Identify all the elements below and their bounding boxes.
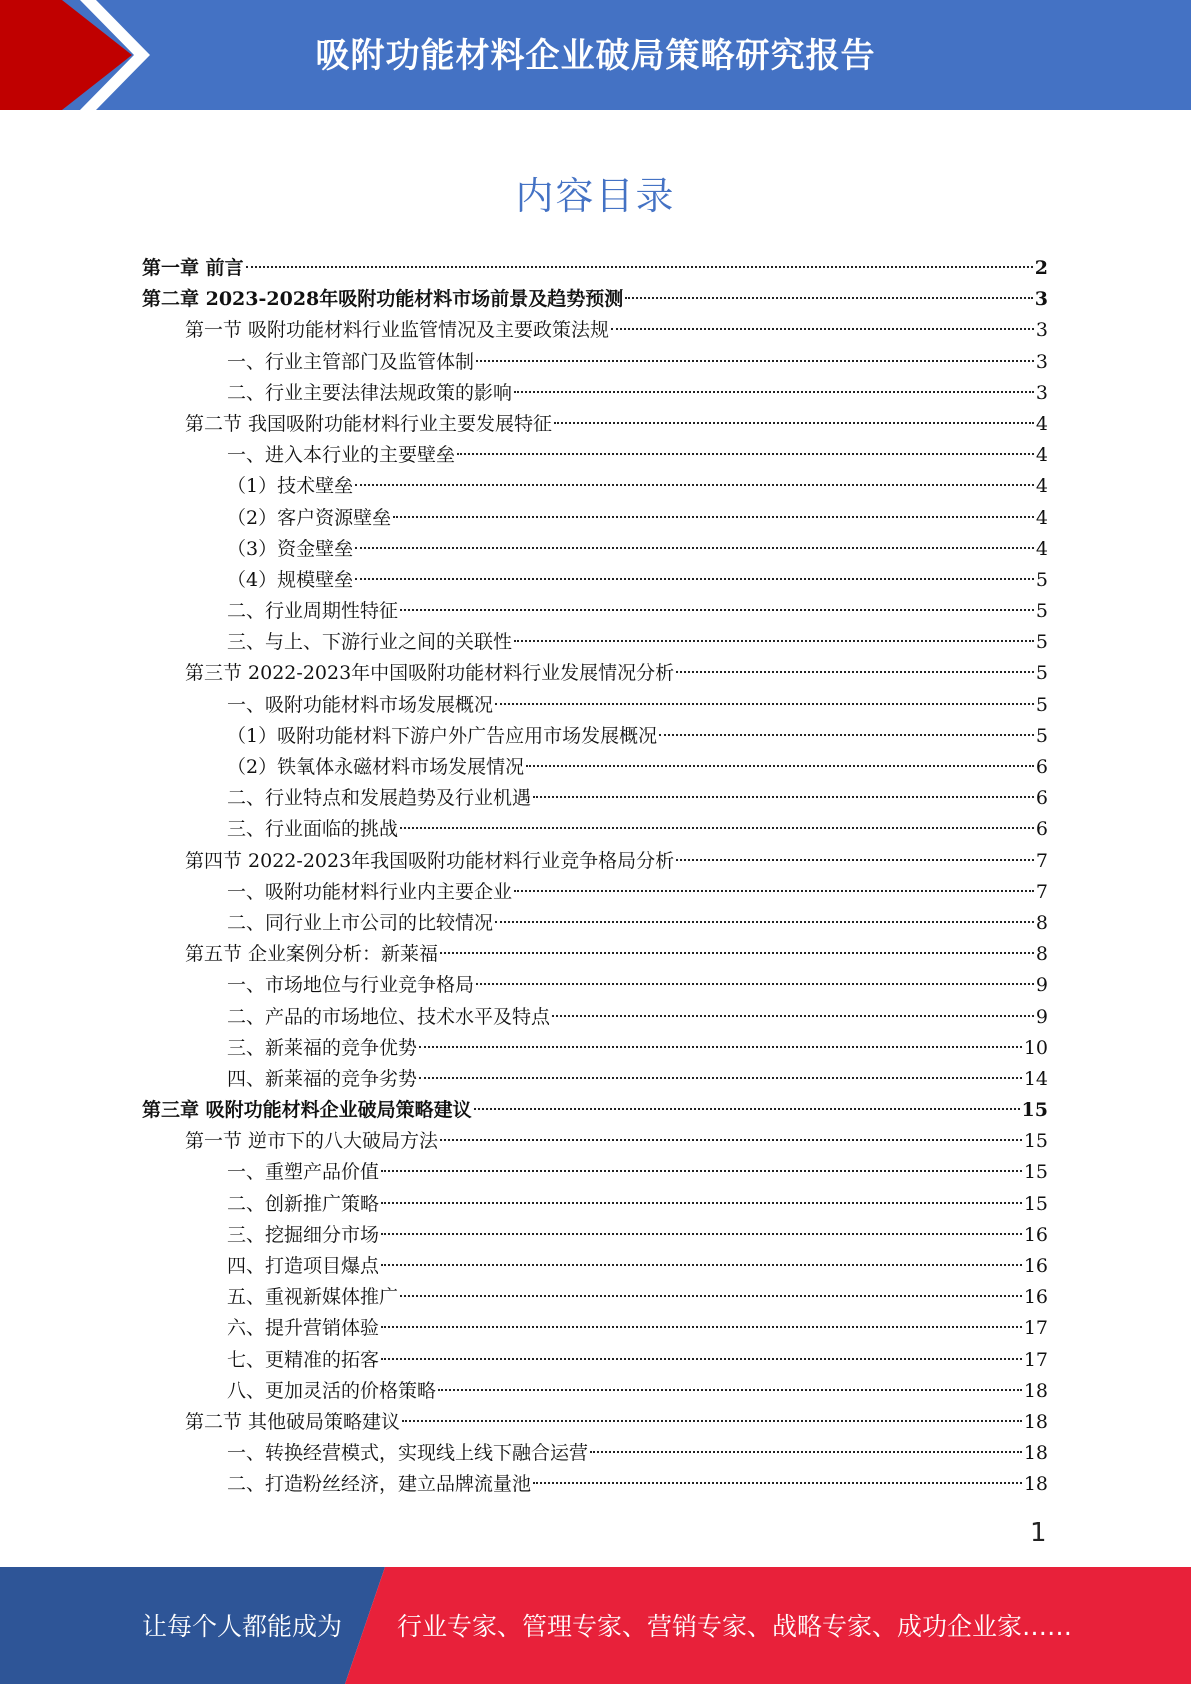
toc-dot-leader	[381, 1170, 1022, 1172]
toc-dot-leader	[554, 422, 1034, 424]
toc-entry-label: 一、市场地位与行业竞争格局	[227, 974, 475, 997]
toc-entry-page: 7	[1035, 880, 1048, 903]
toc-entry-label: 第二章 2023-2028年吸附功能材料市场前景及趋势预测	[142, 288, 624, 311]
toc-dot-leader	[400, 1295, 1022, 1297]
toc-dot-leader	[381, 1326, 1022, 1328]
toc-entry-page: 4	[1035, 475, 1048, 498]
toc-entry[interactable]	[142, 877, 1048, 908]
toc-dot-leader	[419, 1077, 1022, 1079]
toc-entry[interactable]	[142, 1220, 1048, 1251]
toc-entry-label: 第三章 吸附功能材料企业破局策略建议	[142, 1099, 472, 1122]
toc-entry-label: 一、吸附功能材料市场发展概况	[227, 693, 494, 716]
toc-entry-label: 第一节 逆市下的八大破局方法	[185, 1130, 439, 1153]
toc-entry-page: 3	[1035, 381, 1048, 404]
toc-entry-label: 二、产品的市场地位、技术水平及特点	[227, 1005, 551, 1028]
toc-entry-label: 第二节 我国吸附功能材料行业主要发展特征	[185, 412, 553, 435]
toc-entry-page: 5	[1035, 568, 1048, 591]
toc-entry[interactable]	[142, 1376, 1048, 1407]
toc-entry[interactable]	[142, 565, 1048, 596]
toc-entry-label: 一、吸附功能材料行业内主要企业	[227, 880, 513, 903]
toc-entry-label: 一、转换经营模式，实现线上线下融合运营	[227, 1442, 589, 1465]
toc-entry-label: 四、新莱福的竞争劣势	[227, 1067, 418, 1090]
toc-entry-label: （2）铁氧体永磁材料市场发展情况	[227, 756, 525, 778]
toc-entry[interactable]	[142, 596, 1048, 627]
toc-entry-label: 六、提升营销体验	[227, 1317, 380, 1340]
toc-dot-leader	[495, 703, 1034, 705]
toc-entry[interactable]	[142, 1282, 1048, 1313]
toc-entry-page: 14	[1023, 1067, 1048, 1090]
toc-entry[interactable]	[142, 503, 1048, 534]
toc-dot-leader	[476, 983, 1034, 985]
toc-entry[interactable]	[142, 1189, 1048, 1220]
toc-entry[interactable]	[142, 1438, 1048, 1469]
toc-entry[interactable]	[142, 253, 1048, 284]
toc-entry[interactable]	[142, 1469, 1048, 1500]
toc-entry-label: 第五节 企业案例分析：新莱福	[185, 943, 439, 966]
toc-entry-page: 4	[1035, 412, 1048, 435]
toc-dot-leader	[355, 578, 1034, 580]
toc-entry-page: 18	[1023, 1410, 1048, 1433]
toc-dot-leader	[355, 484, 1034, 486]
toc-entry[interactable]	[142, 752, 1048, 783]
toc-entry-label: 五、重视新媒体推广	[227, 1286, 399, 1309]
toc-entry[interactable]	[142, 846, 1048, 877]
toc-entry-page: 18	[1023, 1379, 1048, 1402]
toc-entry-page: 3	[1034, 288, 1048, 311]
footer-slogan-left: 让每个人都能成为	[142, 1612, 343, 1641]
toc-entry[interactable]	[142, 409, 1048, 440]
toc-dot-leader	[611, 328, 1034, 330]
toc-entry-page: 5	[1035, 724, 1048, 747]
toc-dot-leader	[533, 796, 1034, 798]
toc-entry-page: 6	[1035, 787, 1048, 810]
toc-dot-leader	[381, 1233, 1022, 1235]
toc-entry-page: 15	[1021, 1099, 1048, 1122]
toc-entry-label: 二、创新推广策略	[227, 1192, 380, 1215]
toc-entry-label: （1）技术壁垒	[227, 475, 354, 498]
toc-entry-page: 5	[1035, 662, 1048, 685]
toc-entry-page: 16	[1023, 1286, 1048, 1309]
toc-dot-leader	[440, 952, 1034, 954]
toc-entry-label: 八、更加灵活的价格策略	[227, 1379, 437, 1402]
toc-entry[interactable]	[142, 1407, 1048, 1438]
toc-entry-page: 2	[1034, 257, 1048, 279]
toc-entry-page: 15	[1023, 1130, 1048, 1153]
toc-dot-leader	[457, 453, 1034, 455]
toc-dot-leader	[381, 1264, 1022, 1266]
toc-entry[interactable]	[142, 939, 1048, 970]
toc-dot-leader	[400, 827, 1034, 829]
toc-entry[interactable]	[142, 347, 1048, 378]
toc-entry[interactable]	[142, 378, 1048, 409]
toc-entry-page: 4	[1035, 537, 1048, 560]
toc-dot-leader	[552, 1015, 1034, 1017]
toc-entry[interactable]	[142, 1033, 1048, 1064]
toc-entry-page: 9	[1035, 1005, 1048, 1028]
toc-entry-page: 5	[1035, 600, 1048, 623]
toc-dot-leader	[625, 297, 1033, 299]
toc-dot-leader	[495, 921, 1034, 923]
toc-dot-leader	[438, 1389, 1022, 1391]
toc-entry-label: 三、与上、下游行业之间的关联性	[227, 631, 513, 654]
toc-dot-leader	[514, 890, 1034, 892]
toc-entry-label: 二、打造粉丝经济，建立品牌流量池	[227, 1473, 532, 1496]
toc-entry-page: 4	[1035, 444, 1048, 467]
toc-entry[interactable]	[142, 1157, 1048, 1188]
toc-entry-page: 10	[1023, 1036, 1048, 1059]
toc-entry[interactable]	[142, 690, 1048, 721]
toc-entry-page: 16	[1023, 1255, 1048, 1277]
toc-entry[interactable]	[142, 1345, 1048, 1376]
toc-entry-page: 15	[1023, 1192, 1048, 1215]
toc-entry-page: 3	[1035, 350, 1048, 373]
toc-entry[interactable]	[142, 1095, 1048, 1126]
toc-entry[interactable]	[142, 1064, 1048, 1095]
toc-entry[interactable]	[142, 1313, 1048, 1344]
toc-entry-label: 三、行业面临的挑战	[227, 818, 399, 841]
toc-entry-label: 第一节 吸附功能材料行业监管情况及主要政策法规	[185, 319, 610, 342]
toc-dot-leader	[676, 671, 1034, 673]
footer-band	[0, 1567, 1191, 1684]
toc-entry[interactable]	[142, 1251, 1048, 1282]
footer-slogan-right: 行业专家、管理专家、营销专家、战略专家、成功企业家……	[397, 1612, 1073, 1641]
toc-entry-page: 18	[1023, 1473, 1048, 1496]
header-band	[0, 0, 1191, 110]
toc-entry-label: 第四节 2022-2023年我国吸附功能材料行业竞争格局分析	[185, 849, 675, 872]
toc-entry[interactable]	[142, 970, 1048, 1001]
toc-entry[interactable]	[142, 627, 1048, 658]
toc-dot-leader	[659, 734, 1034, 736]
toc-entry-label: 一、进入本行业的主要壁垒	[227, 444, 456, 467]
toc-entry[interactable]	[142, 534, 1048, 565]
toc-entry[interactable]	[142, 783, 1048, 814]
toc-entry-page: 3	[1035, 319, 1048, 342]
toc-entry-label: 四、打造项目爆点	[227, 1255, 380, 1277]
toc-entry-page: 4	[1035, 506, 1048, 529]
toc-entry[interactable]	[142, 284, 1048, 315]
toc-entry-label: （4）规模壁垒	[227, 568, 354, 591]
toc-entry-page: 16	[1023, 1223, 1048, 1246]
toc-entry-label: 一、行业主管部门及监管体制	[227, 350, 475, 373]
toc-dot-leader	[419, 1046, 1022, 1048]
toc-entry[interactable]	[142, 908, 1048, 939]
toc-dot-leader	[355, 547, 1034, 549]
toc-dot-leader	[676, 859, 1034, 861]
toc-entry-page: 7	[1035, 849, 1048, 872]
toc-entry-page: 6	[1035, 756, 1048, 778]
toc-entry-label: （2）客户资源壁垒	[227, 506, 392, 529]
table-of-contents	[142, 253, 1048, 1501]
toc-entry-label: 二、行业主要法律法规政策的影响	[227, 381, 513, 404]
toc-entry-page: 5	[1035, 631, 1048, 654]
toc-entry-label: 第三节 2022-2023年中国吸附功能材料行业发展情况分析	[185, 662, 675, 685]
toc-dot-leader	[440, 1139, 1022, 1141]
toc-entry-page: 8	[1035, 943, 1048, 966]
toc-entry-label: 二、行业特点和发展趋势及行业机遇	[227, 787, 532, 810]
toc-entry-page: 6	[1035, 818, 1048, 841]
toc-entry[interactable]	[142, 315, 1048, 346]
toc-entry-page: 8	[1035, 911, 1048, 934]
toc-heading: 内容目录	[515, 174, 676, 218]
toc-dot-leader	[526, 765, 1034, 767]
toc-dot-leader	[402, 1420, 1022, 1422]
toc-entry-label: 七、更精准的拓客	[227, 1348, 380, 1371]
toc-entry-label: 第二节 其他破局策略建议	[185, 1410, 401, 1433]
toc-dot-leader	[474, 1108, 1020, 1110]
toc-entry[interactable]	[142, 471, 1048, 502]
toc-entry-label: 二、行业周期性特征	[227, 600, 399, 623]
toc-entry-label: （3）资金壁垒	[227, 537, 354, 560]
toc-entry-page: 5	[1035, 693, 1048, 716]
toc-dot-leader	[393, 516, 1034, 518]
toc-dot-leader	[381, 1358, 1022, 1360]
toc-entry-page: 15	[1023, 1161, 1048, 1184]
toc-entry[interactable]	[142, 1002, 1048, 1033]
toc-dot-leader	[533, 1482, 1022, 1484]
toc-dot-leader	[476, 360, 1034, 362]
toc-entry[interactable]	[142, 814, 1048, 845]
toc-entry-label: （1）吸附功能材料下游户外广告应用市场发展概况	[227, 724, 658, 747]
toc-entry-label: 第一章 前言	[142, 257, 244, 279]
toc-entry-page: 17	[1023, 1317, 1048, 1340]
toc-entry-label: 二、同行业上市公司的比较情况	[227, 911, 494, 934]
page-number: 1	[1030, 1518, 1047, 1548]
toc-entry[interactable]	[142, 721, 1048, 752]
toc-entry[interactable]	[142, 658, 1048, 689]
report-title: 吸附功能材料企业破局策略研究报告	[315, 36, 876, 76]
toc-entry-page: 18	[1023, 1442, 1048, 1465]
toc-entry-label: 一、重塑产品价值	[227, 1161, 380, 1184]
toc-entry-label: 三、挖掘细分市场	[227, 1223, 380, 1246]
toc-dot-leader	[514, 391, 1034, 393]
toc-dot-leader	[514, 640, 1034, 642]
toc-dot-leader	[246, 266, 1033, 268]
toc-dot-leader	[381, 1202, 1022, 1204]
toc-entry-page: 9	[1035, 974, 1048, 997]
toc-dot-leader	[400, 609, 1034, 611]
toc-entry[interactable]	[142, 440, 1048, 471]
toc-entry-label: 三、新莱福的竞争优势	[227, 1036, 418, 1059]
toc-dot-leader	[590, 1451, 1022, 1453]
toc-entry-page: 17	[1023, 1348, 1048, 1371]
toc-entry[interactable]	[142, 1126, 1048, 1157]
